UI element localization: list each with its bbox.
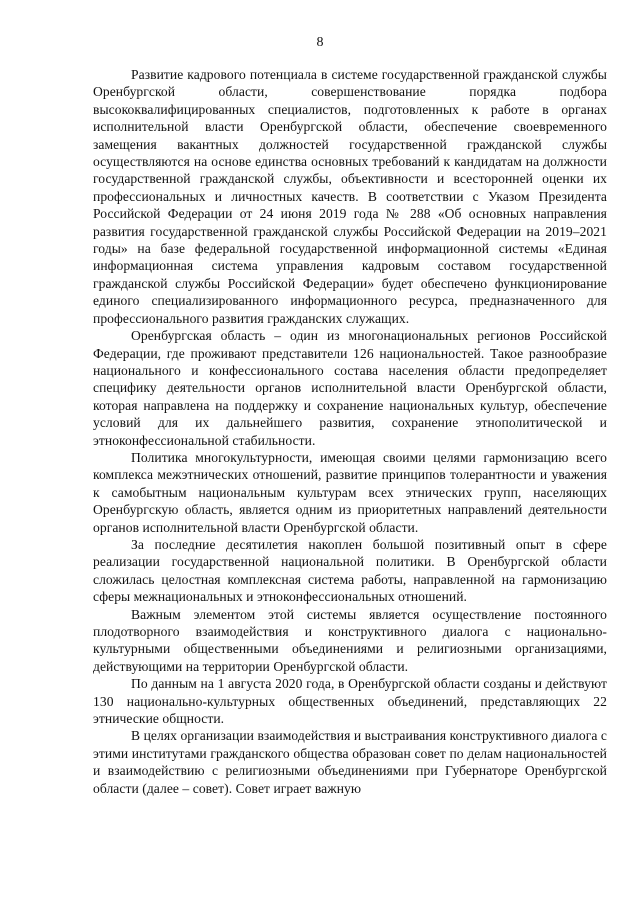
paragraph-multiculturalism-policy: Политика многокультурности, имеющая своими целями гармонизацию всего комплекса межэтнических отношений, развитие принципов толерантности и уважения к самобытным национальным культурам всех этнических групп, населяющих Оренбургскую область, является одним из приоритетных направлений деятельности органов исполнительной власти Оренбургской области.: [93, 449, 607, 535]
paragraph-multinational-region: Оренбургская область – один из многонациональных регионов Российской Федерации, где проживают представители 126 национальностей. Такое разнообразие национального и конфессионального состава населения области предопределяет специфику деятельности органов исполнительной власти Оренбургской области, которая направлена на поддержку и сохранение национальных культур, обеспечение условий для их дальнейшего развития, сохранение этнополитической и этноконфессиональной стабильности.: [93, 328, 607, 448]
paragraph-council: В целях организации взаимодействия и выстраивания конструктивного диалога с этими институтами гражданского общества образован совет по делам национальностей и взаимодействию с религиозными объединениями при Губернаторе Оренбургской области (далее – совет). Совет играет важную: [93, 728, 607, 796]
paragraph-dialogue-element: Важным элементом этой системы является осуществление постоянного плодотворного взаимодействия и конструктивного диалога с национально-культурными общественными объединениями и религиозными организациями, действующими на территории Оренбургской области.: [93, 606, 607, 674]
paragraph-positive-experience: За последние десятилетия накоплен большой позитивный опыт в сфере реализации государственной национальной политики. В Оренбургской области сложилась целостная комплексная система работы, направленной на гармонизацию сферы межнациональных и этноконфессиональных отношений.: [93, 536, 607, 605]
page-number: 8: [316, 35, 324, 50]
paragraph-personnel-development: Развитие кадрового потенциала в системе государственной гражданской службы Оренбургской области, совершенствование порядка подбора высококвалифицированных специалистов, подготовленных к работе в органах исполнительной власти Оренбургской области, обеспечение своевременного замещения вакантных должностей государственной гражданской службы осуществляются на основе единства основных требований к кандидатам на должности государственной гражданской службы, объективности и всесторонней оценки их профессиональных и личностных качеств. В соответствии с Указом Президента Российской Федерации от 24 июня 2019 года № 288 «Об основных направления развития государственной гражданской службы Российской Федерации на 2019–2021 годы» на базе федеральной государственной информационной системы «Единая информационная система управления кадровым составом государственной гражданской службы Российской Федерации» будет обеспечено функционирование единого специализированного информационного ресурса, предназначенного для профессионального развития гражданских служащих.: [93, 67, 607, 326]
paragraph-associations-count: По данным на 1 августа 2020 года, в Оренбургской области созданы и действуют 130 национально-культурных общественных объединений, представляющих 22 этнические общности.: [93, 676, 607, 727]
document-body: [93, 66, 607, 797]
